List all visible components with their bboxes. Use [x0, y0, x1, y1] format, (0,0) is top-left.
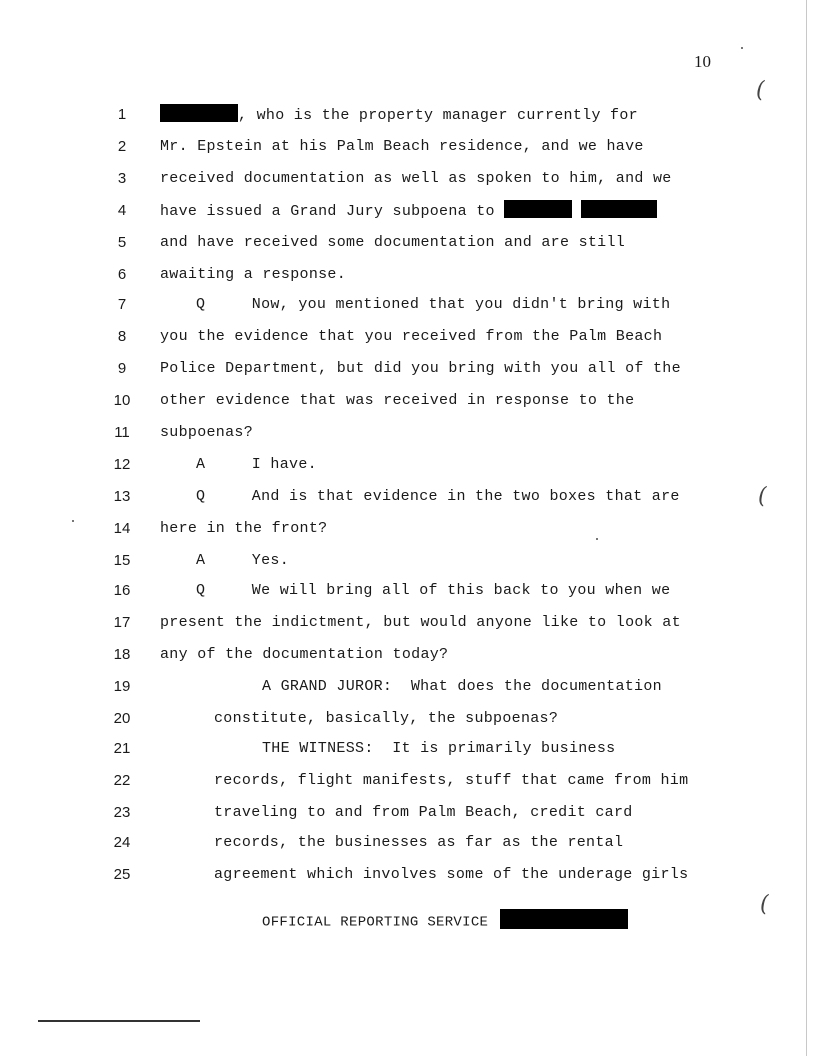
line-text: [214, 834, 623, 851]
transcript-line: [0, 770, 816, 794]
line-text: [160, 106, 638, 124]
line-text: [160, 360, 681, 377]
scan-speck: [72, 520, 74, 522]
margin-mark: (: [756, 78, 765, 103]
line-number: 20: [113, 710, 131, 727]
transcript-line: [0, 486, 816, 510]
bottom-rule: [38, 1020, 200, 1022]
line-number: 2: [117, 138, 127, 155]
line-text-segment: awaiting a response.: [160, 266, 347, 283]
line-text: [160, 646, 448, 663]
transcript-line: [0, 168, 816, 192]
transcript-line: [0, 708, 816, 732]
transcript-line: [0, 136, 816, 160]
scan-speck: [741, 47, 743, 49]
transcript-line: [0, 232, 816, 256]
line-text-segment: [572, 203, 581, 220]
page-footer: [262, 912, 628, 932]
line-number: 22: [113, 772, 131, 789]
line-text-segment: records, the businesses as far as the rental: [214, 834, 624, 851]
line-number: 6: [117, 266, 127, 283]
line-number: 7: [117, 296, 127, 313]
transcript-line: [0, 738, 816, 762]
line-number: 17: [113, 614, 131, 631]
scan-speck: [596, 538, 598, 540]
line-text: [160, 266, 346, 283]
transcript-line: [0, 422, 816, 446]
margin-mark: (: [760, 892, 769, 917]
line-text: [160, 170, 672, 187]
line-text-segment: A GRAND JUROR: What does the documentation: [262, 678, 662, 695]
line-number: 4: [117, 202, 127, 219]
redaction-footer: [500, 909, 628, 929]
line-number: 3: [117, 170, 127, 187]
line-text: [196, 582, 670, 599]
page-number: 10: [694, 52, 711, 71]
line-text: [262, 740, 615, 757]
line-text: [196, 552, 289, 569]
line-text-segment: you the evidence that you received from the Palm Beach: [160, 328, 663, 345]
line-text: [160, 392, 634, 409]
line-text-segment: and have received some documentation and are still: [160, 234, 626, 251]
line-text-segment: traveling to and from Palm Beach, credit card: [214, 804, 633, 821]
line-number: 25: [113, 866, 131, 883]
line-text-segment: agreement which involves some of the underage girls: [214, 866, 689, 883]
transcript-line: [0, 390, 816, 414]
line-number: 24: [113, 834, 131, 851]
line-text-segment: present the indictment, but would anyone like to look at: [160, 614, 681, 631]
line-text-segment: other evidence that was received in response to the: [160, 392, 635, 409]
transcript-line: [0, 832, 816, 856]
line-text: [196, 296, 670, 313]
line-number: 16: [113, 582, 131, 599]
line-text-segment: Q And is that evidence in the two boxes that are: [196, 488, 680, 505]
line-number: 11: [114, 424, 130, 441]
line-text: [160, 328, 662, 345]
transcript-line: [0, 454, 816, 478]
line-text-segment: A I have.: [196, 456, 317, 473]
line-number: 1: [117, 106, 127, 123]
line-number: 23: [113, 804, 131, 821]
line-text-segment: constitute, basically, the subpoenas?: [214, 710, 559, 727]
line-text: [262, 678, 662, 695]
line-number: 15: [113, 552, 131, 569]
line-text-segment: records, flight manifests, stuff that came from him: [214, 772, 689, 789]
transcript-line: [0, 264, 816, 288]
transcript-line: [0, 580, 816, 604]
line-text: [214, 710, 558, 727]
transcript-line: [0, 200, 816, 224]
line-number: 19: [113, 678, 131, 695]
line-number: 8: [117, 328, 127, 345]
redaction-name-1: [160, 104, 238, 122]
transcript-line: [0, 864, 816, 888]
line-number: 10: [113, 392, 131, 409]
line-text-segment: Police Department, but did you bring with you all of the: [160, 360, 681, 377]
line-text: [160, 424, 253, 441]
transcript-line: [0, 358, 816, 382]
line-text: [214, 772, 688, 789]
line-text: [160, 202, 657, 220]
line-text-segment: Q Now, you mentioned that you didn't bring with: [196, 296, 671, 313]
line-text: [160, 138, 644, 155]
margin-mark: (: [758, 484, 767, 509]
redaction-name-2b: [581, 200, 657, 218]
line-text: [214, 866, 688, 883]
line-text-segment: Mr. Epstein at his Palm Beach residence, and we have: [160, 138, 644, 155]
line-text: [196, 456, 317, 473]
transcript-line: [0, 326, 816, 350]
line-number: 12: [113, 456, 131, 473]
transcript-line: [0, 802, 816, 826]
line-text: [196, 488, 680, 505]
line-number: 13: [113, 488, 131, 505]
line-text-segment: received documentation as well as spoken to him, and we: [160, 170, 672, 187]
transcript-line: [0, 550, 816, 574]
line-number: 14: [113, 520, 131, 537]
line-text-segment: A Yes.: [196, 552, 290, 569]
line-text: [214, 804, 633, 821]
redaction-name-2a: [504, 200, 572, 218]
line-text-segment: Q We will bring all of this back to you when we: [196, 582, 671, 599]
line-number: 18: [113, 646, 131, 663]
transcript-line: [0, 294, 816, 318]
transcript-line: [0, 612, 816, 636]
line-text-segment: THE WITNESS: It is primarily business: [262, 740, 616, 757]
transcript-line: [0, 644, 816, 668]
line-text: [160, 520, 327, 537]
line-number: 21: [113, 740, 131, 757]
line-number: 9: [117, 360, 127, 377]
line-text: [160, 234, 625, 251]
line-text-segment: have issued a Grand Jury subpoena to: [160, 202, 505, 220]
line-text-segment: subpoenas?: [160, 424, 254, 441]
line-text-segment: , who is the property manager currently for: [238, 106, 638, 124]
transcript-line: [0, 676, 816, 700]
line-text-segment: any of the documentation today?: [160, 646, 449, 663]
line-text: [160, 614, 681, 631]
footer-text: OFFICIAL REPORTING SERVICE: [262, 914, 489, 931]
line-text-segment: here in the front?: [160, 520, 328, 537]
transcript-line: [0, 518, 816, 542]
transcript-line: [0, 104, 816, 128]
line-number: 5: [117, 234, 127, 251]
